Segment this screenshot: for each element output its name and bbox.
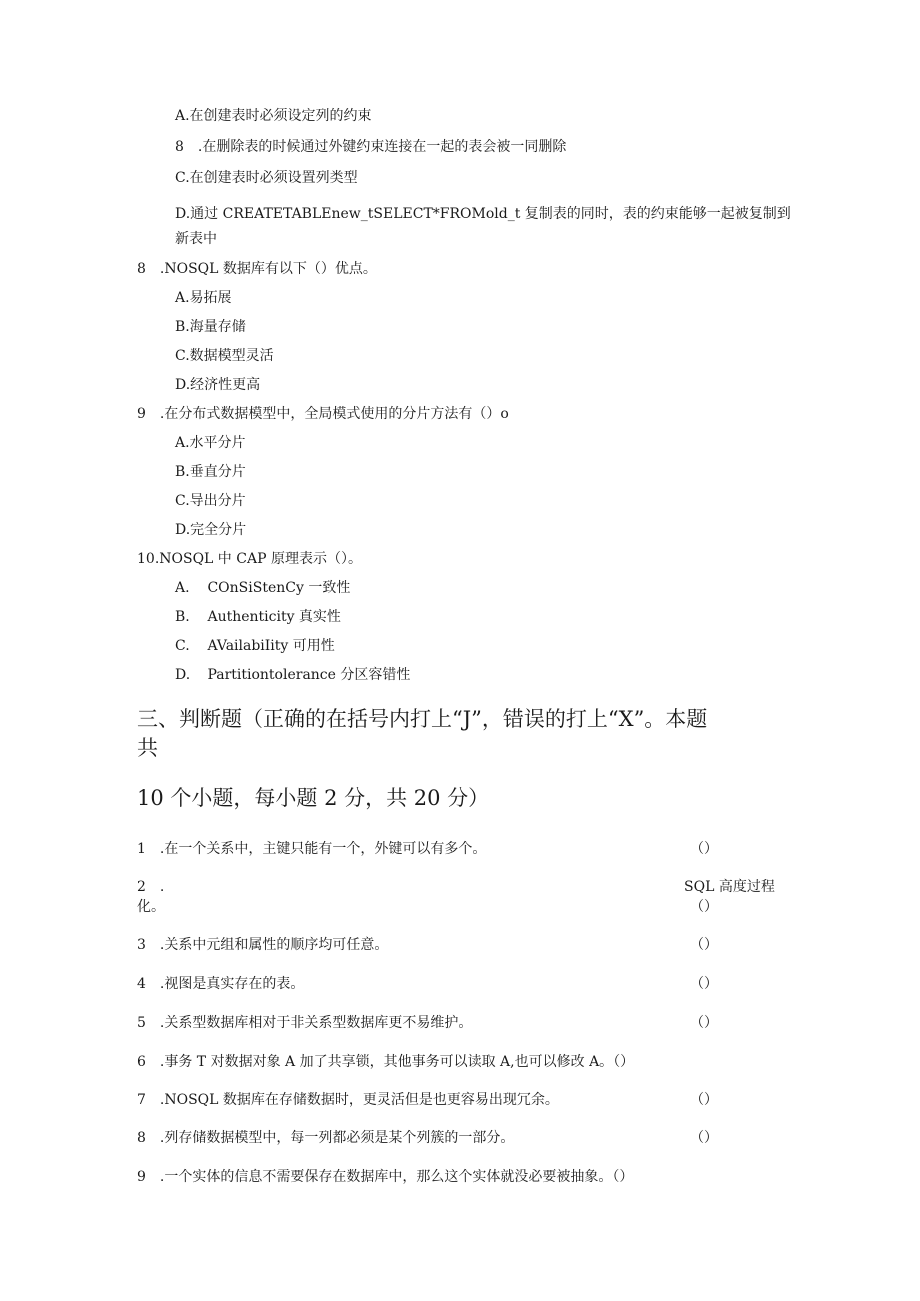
tf-item-8: 8 .列存储数据模型中，每一列都必须是某个列簇的一部分。 [137,1130,515,1146]
q10-option-b [175,608,341,626]
tf-item-6: 6 .事务 T 对数据对象 A 加了共享锁，其他事务可以读取 A,也可以修改 A。（） [137,1054,635,1070]
q8-stem: 8 .NOSQL 数据库有以下（）优点。 [137,261,377,277]
tf-item-2-continued: 化。 [137,899,165,915]
tf-item-2: 2 . [137,879,165,895]
option-text: Authenticity 真实性 [207,609,341,625]
option-text: Partitiontolerance 分区容错性 [207,667,411,683]
q7-option-d-continued: 新表中 [175,231,217,247]
option-mark: B. [175,609,190,625]
q10-option-a [175,579,350,597]
option-text: AVailabiIity 可用性 [207,638,335,654]
q7-option-c: C.在创建表时必须设置列类型 [175,170,358,186]
section-heading-line-1: 三、判断题（正确的在括号内打上“J”，错误的打上“X”。本题 [137,707,708,731]
q7-option-a: A.在创建表时必须设定列的约束 [175,108,372,124]
tf-item-1: 1 .在一个关系中，主键只能有一个，外键可以有多个。 [137,841,487,857]
q9-option-d: D.完全分片 [175,522,247,538]
q9-option-c: C.导出分片 [175,493,246,509]
q9-option-b: B.垂直分片 [175,464,246,480]
tf-item-7: 7 .NOSQL 数据库在存储数据时，更灵活但是也更容易出现冗余。 [137,1092,559,1108]
tf-item-4-answer-paren: （） [690,976,718,992]
q10-stem: 10.NOSQL 中 CAP 原理表示（）。 [137,551,362,567]
option-mark: A. [175,580,190,596]
tf-item-2-answer-paren: （） [690,899,718,915]
section-heading-line-3: 10 个小题，每小题 2 分，共 20 分） [137,786,490,810]
option-text: COnSiStenCy 一致性 [207,580,351,596]
q9-stem: 9 .在分布式数据模型中，全局模式使用的分片方法有（）o [137,406,509,422]
q10-option-c [175,637,335,655]
tf-item-1-answer-paren: （） [690,841,718,857]
tf-item-2-right-text: SQL 高度过程 [684,879,775,895]
tf-item-3-answer-paren: （） [690,937,718,953]
tf-item-5-answer-paren: （） [690,1015,718,1031]
q8-option-b: B.海量存储 [175,319,246,335]
tf-item-7-answer-paren: （） [690,1092,718,1108]
tf-item-5: 5 .关系型数据库相对于非关系型数据库更不易维护。 [137,1015,473,1031]
tf-item-3: 3 .关系中元组和属性的顺序均可任意。 [137,937,389,953]
q8-option-d: D.经济性更高 [175,377,261,393]
option-mark: C. [175,638,190,654]
tf-item-8-answer-paren: （） [690,1130,718,1146]
q7-option-b: 8 .在删除表的时候通过外键约束连接在一起的表会被一同删除 [175,139,567,155]
tf-item-4: 4 .视图是真实存在的表。 [137,976,305,992]
section-heading-line-2: 共 [137,736,158,760]
q9-option-a: A.水平分片 [175,435,246,451]
q10-option-d [175,666,410,684]
q8-option-c: C.数据模型灵活 [175,348,274,364]
q7-option-d: D.通过 CREATETABLEnew_tSELECT*FROMold_t 复制表的同时，表的约束能够一起被复制到 [175,206,791,222]
tf-item-9: 9 .一个实体的信息不需要保存在数据库中，那么这个实体就没必要被抽象。（） [137,1169,634,1185]
q8-option-a: A.易拓展 [175,290,232,306]
option-mark: D. [175,667,191,683]
